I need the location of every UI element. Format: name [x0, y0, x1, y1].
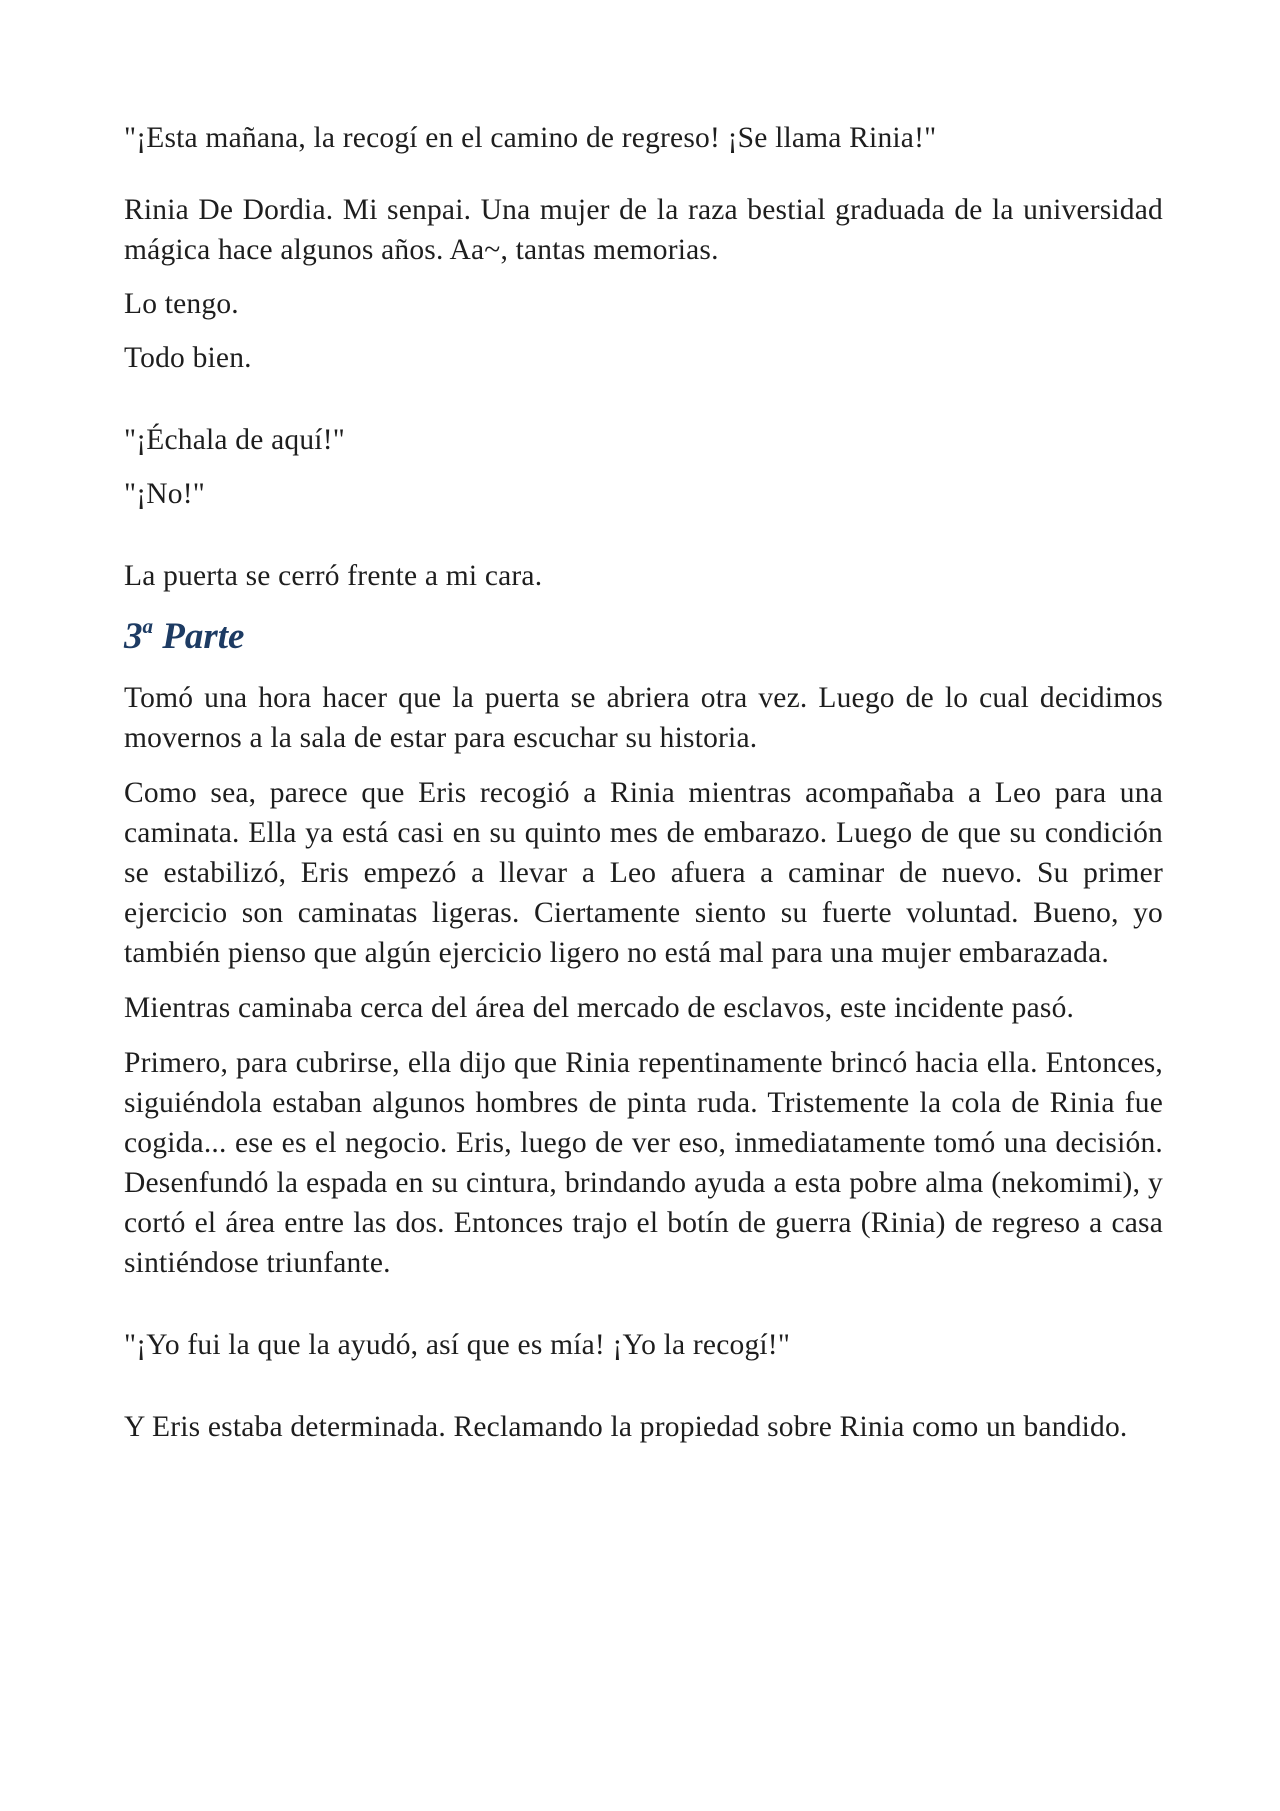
paragraph: La puerta se cerró frente a mi cara. [124, 560, 543, 592]
section-ordinal: a [142, 613, 153, 638]
section-heading [124, 614, 1163, 660]
paragraph: Mientras caminaba cerca del área del mercado de esclavos, este incidente pasó. [124, 992, 1075, 1024]
document-body [124, 118, 1163, 1447]
section-title: Parte [162, 616, 245, 657]
paragraph: Primero, para cubrirse, ella dijo que Rinia repentinamente brincó hacia ella. Entonces, siguiéndola estaban algunos hombres de pinta ruda. Tristemente la cola de Rinia fue cogida... ese es el negocio. Eris, luego de ver eso, inmediatamente tomó una decisión. Desenfundó la espada en su cintura, brindando ayuda a esta pobre alma (nekomimi), y cortó el área entre las dos. Entonces trajo el botín de guerra (Rinia) de regreso a casa sintiéndose triunfante. [124, 1047, 1163, 1279]
section-number: 3 [124, 616, 143, 657]
paragraph: Rinia De Dordia. Mi senpai. Una mujer de la raza bestial graduada de la universidad mágica hace algunos años. Aa~, tantas memorias. [124, 194, 1163, 266]
paragraph: Como sea, parece que Eris recogió a Rinia mientras acompañaba a Leo para una caminata. Ella ya está casi en su quinto mes de embarazo. Luego de que su condición se estabilizó, Eris empezó a llevar a Leo afuera a caminar de nuevo. Su primer ejercicio son caminatas ligeras. Ciertamente siento su fuerte voluntad. Bueno, yo también pienso que algún ejercicio ligero no está mal para una mujer embarazada. [124, 777, 1163, 969]
paragraph: Tomó una hora hacer que la puerta se abriera otra vez. Luego de lo cual decidimos movernos a la sala de estar para escuchar su historia. [124, 682, 1163, 754]
paragraph: "¡Yo fui la que la ayudó, así que es mía! ¡Yo la recogí!" [124, 1329, 791, 1361]
paragraph: "¡Esta mañana, la recogí en el camino de regreso! ¡Se llama Rinia!" [124, 122, 937, 154]
paragraph: Todo bien. [124, 342, 252, 374]
paragraph: Y Eris estaba determinada. Reclamando la propiedad sobre Rinia como un bandido. [124, 1411, 1128, 1443]
paragraph: "¡No!" [124, 478, 205, 510]
paragraph: Lo tengo. [124, 288, 239, 320]
paragraph: "¡Échala de aquí!" [124, 424, 345, 456]
